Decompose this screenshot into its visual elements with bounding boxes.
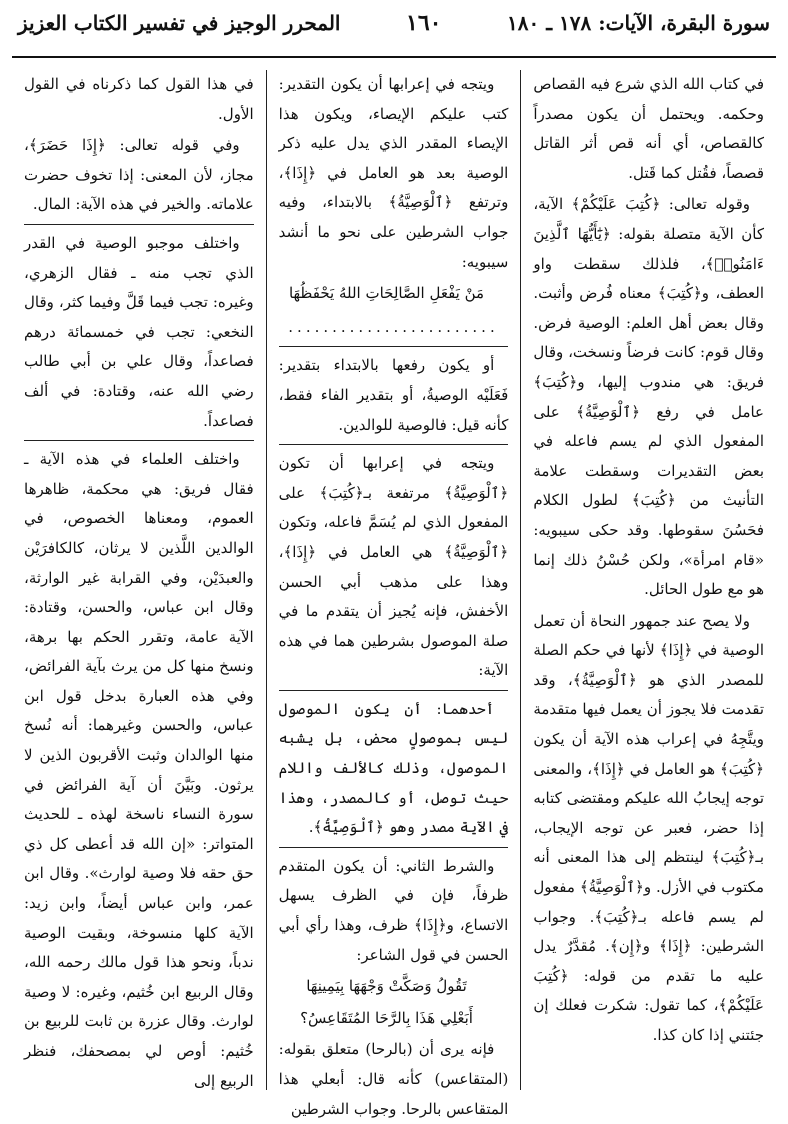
paragraph: والشرط الثاني: أن يكون المتقدم ظرفاً، فإن في الظرف يسهل الاتساع، و﴿إِذَا﴾ ظرف، وهذا رأي أبي الحسن في قول الشاعر: [278, 856, 509, 964]
poetry-verse: مَنْ يَفْعَلِ الصَّالِحَاتِ اللهُ يَحْفَظُهَا [288, 284, 485, 303]
running-header [12, 10, 776, 58]
divider [279, 346, 509, 347]
paragraph: فإنه يرى أن (بالرحا) متعلق بقوله: (المتقاعس) كأنه قال: أبعلي هذا المتقاعس بالرحا. وجواب الشرطين [278, 1040, 509, 1118]
divider [279, 690, 509, 691]
paragraph: واختلف موجبو الوصية في القدر الذي تجب منه ـ فقال الزهري، وغيره: تجب فيما قَلَّ وفيما كثر، وقال النخعي: تجب في خمسمائة درهم فصاعداً، وقال علي بن أبي طالب رضي الله عنه، وقتادة: في ألف فصاعداً. [24, 233, 254, 430]
ellipsis-separator: ........................ [288, 317, 499, 336]
paragraph: وفي قوله تعالى: ﴿إِذَا حَضَرَ﴾، مجاز، لأن المعنى: إذا تخوف حضرت علاماته. والخير في هذه الآية: المال. [24, 136, 254, 214]
paragraph: ولا يصح عند جمهور النحاة أن تعمل الوصية في ﴿إِذَا﴾ لأنها في حكم الصلة للمصدر الذي هو ﴿ٱلْوَصِيَّةُ﴾، وقد تقدمت فلا يجوز أن يعمل فيها متقدمة ويتَّجِهُ في إعراب هذه الآية أن يكون ﴿كُتِبَ﴾ هو العامل في ﴿إِذَا﴾، والمعنى توجه إيجابُ الله عليكم ومقتضى كتابه إذا حضر، فعبر عن توجه الإيجاب، بـ﴿كُتِبَ﴾ لينتظم إلى هذا المعنى أنه مكتوب في الأزل. و﴿ٱلْوَصِيَّةُ﴾ مفعول لم يسم فاعله بـ﴿كُتِبَ﴾. وجواب الشرطين: ﴿إِذَا﴾ و﴿إِن﴾. مُقدَّرٌ يدل عليه ما تقدم من قوله: ﴿كُتِبَ عَلَيْكُمْ﴾، كما تقول: شكرت فعلك إن جئتني إذا كان كذا. [533, 611, 764, 1044]
paragraph: أحدهما: أن يكون الموصول ليس بموصولٍ محض، بل يشبه الموصول، وذلك كالألف واللام حيث توصل، أو كالمصدر، وهذا في الآية مصدر وهو ﴿ٱلْوَصِيَّةُ﴾. [278, 699, 509, 837]
poetry-verse: أَبَعْلِي هَذَا بِالرَّحَا المُتَقَاعِسُ؟ [300, 1008, 473, 1027]
paragraph: في هذا القول كما ذكرناه في القول الأول. [24, 75, 254, 123]
column-middle [267, 70, 522, 1118]
divider [24, 440, 254, 441]
page-number: ١٦٠ [406, 10, 442, 36]
divider [24, 224, 254, 225]
surah-label: سورة البقرة، الآيات: ١٧٨ ـ ١٨٠ [507, 11, 770, 35]
divider [279, 847, 509, 848]
column-right [521, 70, 776, 1090]
book-title: المحرر الوجيز في تفسير الكتاب العزيز [18, 11, 341, 35]
poetry-verse: تَقُولُ وَصَكَّتْ وَجْهَهَا بِيَمِينِهَا [306, 977, 467, 996]
paragraph: ويتجه في إعرابها أن يكون التقدير: كتب عليكم الإيصاء، ويكون هذا الإيصاء المقدر الذي يدل عليه ذكر الوصية بعد هو العامل في ﴿إِذَا﴾، وترتفع ﴿ٱلْوَصِيَّةُ﴾ بالابتداء، وفيه جواب الشرطين على نحو ما أنشد سيبويه: [278, 75, 509, 271]
paragraph: ويتجه في إعرابها أن تكون ﴿ٱلْوَصِيَّةُ﴾ مرتفعة بـ﴿كُتِبَ﴾ على المفعول الذي لم يُسَمَّ فاعله، وتكون ﴿ٱلْوَصِيَّةُ﴾ هي العامل في ﴿إِذَا﴾، وهذا على مذهب أبي الحسن الأخفش، فإنه يُجيز أن يتقدم ما في صلة الموصول بشرطين هما في هذه الآية: [278, 454, 509, 680]
paragraph: أو يكون رفعها بالابتداء بتقدير: فَعَلَيْه الوصيةُ، أو بتقدير الفاء فقط، كأنه قيل: فالوصية للوالدين. [278, 356, 509, 434]
text-columns [12, 70, 776, 1118]
paragraph: وقوله تعالى: ﴿كُتِبَ عَلَيْكُمْ﴾ الآية، كأن الآية متصلة بقوله: ﴿يَٰٓأَيُّهَا ٱلَّذِينَ ءَامَنُوا۟﴾، فلذلك سقطت واو العطف، و﴿كُتِبَ﴾ معناه فُرض وأثبت. وقال بعض أهل العلم: الوصية فرض. وقال قوم: كانت فرضاً ونسخت، وقال فريق: هي مندوب إليها، و﴿كُتِبَ﴾ عامل في رفع ﴿ٱلْوَصِيَّةُ﴾ على المفعول الذي لم يسم فاعله في بعض التقديرات وسقطت علامة التأنيث من ﴿كُتِبَ﴾ لطول الكلام فحَسُنَ سقوطها. وقد حكى سيبويه: «قام امرأة»، ولكن حُسْنُ ذلك إنما هو مع طول الحائل. [533, 195, 764, 599]
divider [279, 444, 509, 445]
paragraph: في كتاب الله الذي شرع فيه القصاص وحكمه. ويحتمل أن يكون مصدراً كالقصاص، أي أنه قص أثر القاتل قصصاً، فقُتل كما قَتل. [533, 75, 764, 182]
column-left [12, 70, 267, 1090]
paragraph: واختلف العلماء في هذه الآية ـ فقال فريق: هي محكمة، ظاهرها العموم، ومعناها الخصوص، في الوالدين اللَّذين لا يرثان، كالكافرَيْن والعبدَيْن، وفي القرابة غير الوارثة، وقال ابن عباس، والحسن، وقتادة: الآية عامة، وتقرر الحكم بها برهة، ونسخ منها كل من يرث بآية الفرائض، وفي هذه العبارة بدخل قول ابن عباس، والحسن وغيرهما: أنه نُسخ منها الوالدان وثبت الأقربون الذين لا يرثون. وبَيَّنَ أن آية الفرائض في سورة النساء ناسخة لهذه ـ للحديث المتواتر: «إن الله قد أعطى كل ذي حق حقه فلا وصية لوارث». وقال ابن عمر، وابن عباس أيضاً، وابن زيد: الآية كلها منسوخة، وبقيت الوصية ندباً، ونحو هذا قول مالك رحمه الله، وقال الربيع ابن خُثيم، وغيره: لا وصية لوارث. وقال عزرة بن ثابت للربيع بن خُثيم: أوص لي بمصحفك، فنظر الربيع إلى [24, 450, 254, 1090]
